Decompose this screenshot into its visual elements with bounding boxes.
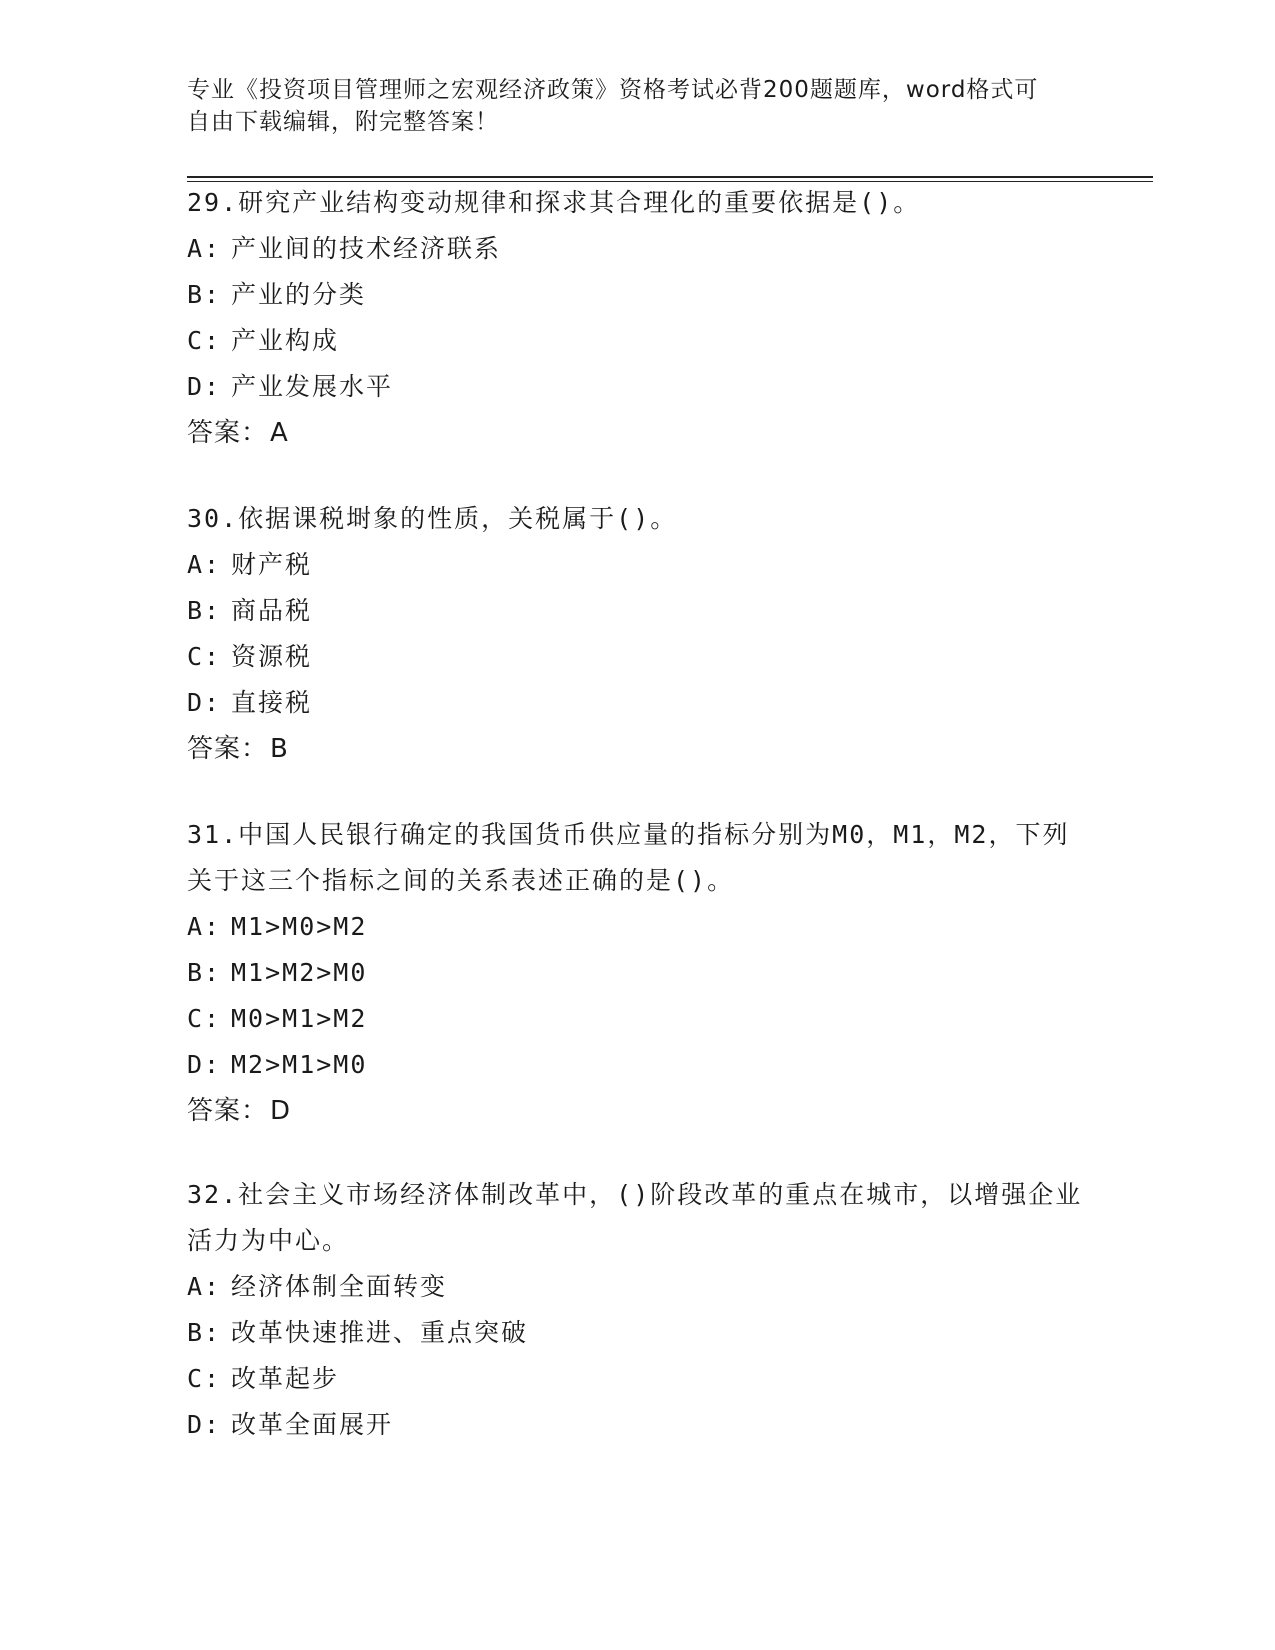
answer-value: D <box>270 1096 292 1126</box>
option-letter: B: <box>187 596 222 625</box>
option-a <box>187 226 1087 272</box>
answer-label: 答案： <box>187 418 269 448</box>
question-31 <box>187 812 1087 1134</box>
option-c <box>187 634 1087 680</box>
option-letter: B: <box>187 958 222 987</box>
question-stem: 30.依据课税埘象的性质，关税属于()。 <box>187 504 678 533</box>
option-letter: B: <box>187 280 222 309</box>
option-d <box>187 680 1087 726</box>
option-a <box>187 1264 1087 1310</box>
option-text: 商品税 <box>231 596 313 625</box>
answer-label: 答案： <box>187 1096 269 1126</box>
option-b <box>187 272 1087 318</box>
option-b <box>187 588 1087 634</box>
document-header <box>187 74 1067 138</box>
question-30 <box>187 496 1087 772</box>
option-d <box>187 1402 1087 1448</box>
answer-line <box>187 410 1087 456</box>
header-line-1: 专业《投资项目管理师之宏观经济政策》资格考试必背200题题库，word格式可 <box>187 77 1039 103</box>
option-d <box>187 364 1087 410</box>
option-a <box>187 904 1087 950</box>
option-letter: C: <box>187 1364 222 1393</box>
option-letter: D: <box>187 372 222 401</box>
option-letter: A: <box>187 912 222 941</box>
option-text: 产业发展水平 <box>231 372 394 401</box>
option-text: 改革全面展开 <box>231 1410 394 1439</box>
answer-line <box>187 1088 1087 1134</box>
answer-line <box>187 726 1087 772</box>
header-line-2: 自由下载编辑，附完整答案！ <box>187 109 499 135</box>
option-text: 资源税 <box>231 642 313 671</box>
option-d <box>187 1042 1087 1088</box>
option-letter: B: <box>187 1318 222 1347</box>
question-29 <box>187 180 1087 456</box>
option-c <box>187 318 1087 364</box>
option-text: 经济体制全面转变 <box>231 1272 448 1301</box>
option-letter: A: <box>187 234 222 263</box>
option-text: 财产税 <box>231 550 313 579</box>
option-text: 改革快速推进、重点突破 <box>231 1318 529 1347</box>
answer-value: A <box>270 418 289 448</box>
option-letter: C: <box>187 1004 222 1033</box>
option-c <box>187 1356 1087 1402</box>
option-letter: D: <box>187 1050 222 1079</box>
option-c <box>187 996 1087 1042</box>
option-letter: C: <box>187 642 222 671</box>
option-text: M1>M0>M2 <box>231 912 368 941</box>
question-32 <box>187 1172 1087 1448</box>
question-stem: 32.社会主义市场经济体制改革中，()阶段改革的重点在城市，以增强企业活力为中心。 <box>187 1180 1083 1255</box>
option-text: M0>M1>M2 <box>231 1004 368 1033</box>
question-stem: 31.中国人民银行确定的我国货币供应量的指标分别为M0，M1，M2，下列关于这三个指标之间的关系表述正确的是()。 <box>187 820 1070 895</box>
option-b <box>187 1310 1087 1356</box>
option-text: M2>M1>M0 <box>231 1050 368 1079</box>
option-text: M1>M2>M0 <box>231 958 368 987</box>
option-letter: D: <box>187 1410 222 1439</box>
option-letter: C: <box>187 326 222 355</box>
option-a <box>187 542 1087 588</box>
option-b <box>187 950 1087 996</box>
option-letter: D: <box>187 688 222 717</box>
answer-value: B <box>270 734 289 764</box>
answer-label: 答案： <box>187 734 269 764</box>
question-stem: 29.研究产业结构变动规律和探求其合理化的重要依据是()。 <box>187 188 921 217</box>
option-text: 改革起步 <box>231 1364 340 1393</box>
option-text: 产业构成 <box>231 326 340 355</box>
option-letter: A: <box>187 1272 222 1301</box>
option-text: 产业的分类 <box>231 280 367 309</box>
option-text: 直接税 <box>231 688 313 717</box>
header-divider-thick <box>187 176 1153 178</box>
option-text: 产业间的技术经济联系 <box>231 234 502 263</box>
option-letter: A: <box>187 550 222 579</box>
